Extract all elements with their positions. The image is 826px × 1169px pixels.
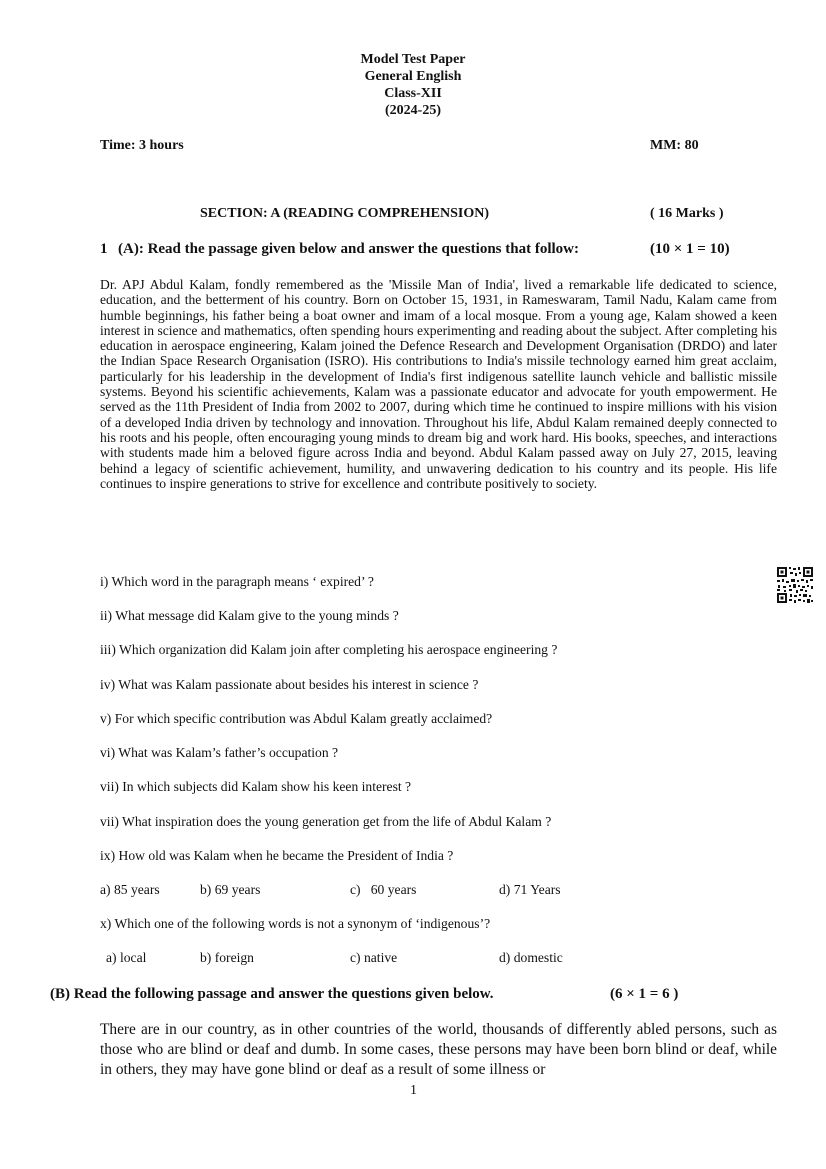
- option-b: b) foreign: [200, 950, 254, 965]
- max-marks-label: MM: 80: [650, 138, 699, 153]
- question-item: vi) What was Kalam’s father’s occupation ?: [100, 745, 339, 760]
- question-item: vii) In which subjects did Kalam show his keen interest ?: [100, 779, 412, 794]
- class-title: Class-XII: [384, 86, 442, 101]
- question-item: x) Which one of the following words is not a synonym of ‘indigenous’?: [100, 916, 491, 931]
- passage-a: Dr. APJ Abdul Kalam, fondly remembered as the 'Missile Man of India', lived a remarkable life dedicated to science, education, and the betterment of his country. Born on October 15, 1931, in Rameswaram, Tamil Nadu, Kalam came from humble beginnings, his father being a boat owner and imam of a local mosque. From a young age, Kalam showed a keen interest in science and mathematics, often spending hours experimenting and reading about the subject. After completing his education in aerospace engineering, Kalam joined the Defence Research and Development Organisation (DRDO) and later the Indian Space Research Organisation (ISRO). His contributions to India's missile technology earned him great acclaim, particularly for his leadership in the development of India's first indigenous satellite launch vehicle and ballistic missile systems. Beyond his scientific achievements, Kalam was a passionate educator and advocate for youth empowerment. He served as the 11th President of India from 2002 to 2007, during which time he continued to inspire millions with his vision of a developed India driven by technology and innovation. Throughout his life, Abdul Kalam remained deeply connected to his roots and his people, often encouraging young minds to dream big and work hard. His books, speeches, and interactions with students made him a beloved figure across India and beyond. Abdul Kalam passed away on July 27, 2015, leaving behind a legacy of scientific achievement, humility, and unwavering dedication to his country and its people. His life continues to inspire generations to strive for excellence and contribute positively to society.: [100, 277, 777, 491]
- paper-title: Model Test Paper: [360, 52, 466, 67]
- option-a: a) local: [106, 950, 147, 965]
- q1a-instruction: (A): Read the passage given below and answer the questions that follow:: [118, 241, 579, 257]
- question-item: iii) Which organization did Kalam join after completing his aerospace engineering ?: [100, 642, 558, 657]
- subject-title: General English: [364, 69, 462, 84]
- question-item: ii) What message did Kalam give to the young minds ?: [100, 608, 399, 623]
- time-label: Time: 3 hours: [100, 138, 184, 153]
- section-a-marks: ( 16 Marks ): [650, 206, 724, 221]
- option-c: c) native: [350, 950, 398, 965]
- option-d: d) domestic: [499, 950, 563, 965]
- passage-b: There are in our country, as in other countries of the world, thousands of differently abled persons, such as those who are blind or deaf and dumb. In some cases, these persons may have been born blind or deaf, while in others, they may have gone blind or deaf as a result of some illness or: [100, 1021, 777, 1078]
- question-item: iv) What was Kalam passionate about besides his interest in science ?: [100, 677, 479, 692]
- question-item: v) For which specific contribution was Abdul Kalam greatly acclaimed?: [100, 711, 493, 726]
- question-item: i) Which word in the paragraph means ‘ expired’ ?: [100, 574, 374, 589]
- q1b-marks: (6 × 1 = 6 ): [610, 986, 679, 1002]
- option-b: b) 69 years: [200, 882, 261, 897]
- option-c: c) 60 years: [350, 882, 417, 897]
- question-item: ix) How old was Kalam when he became the President of India ?: [100, 848, 454, 863]
- section-a-title: SECTION: A (READING COMPREHENSION): [200, 206, 489, 221]
- q1b-instruction: (B) Read the following passage and answer the questions given below.: [50, 986, 494, 1002]
- question-item: vii) What inspiration does the young generation get from the life of Abdul Kalam ?: [100, 814, 552, 829]
- option-d: d) 71 Years: [499, 882, 561, 897]
- qr-code-icon: [776, 566, 814, 604]
- option-a: a) 85 years: [100, 882, 160, 897]
- session-title: (2024-25): [385, 103, 441, 118]
- question-number: 1: [100, 241, 108, 257]
- page-number: 1: [410, 1083, 417, 1098]
- q1a-marks: (10 × 1 = 10): [650, 241, 730, 257]
